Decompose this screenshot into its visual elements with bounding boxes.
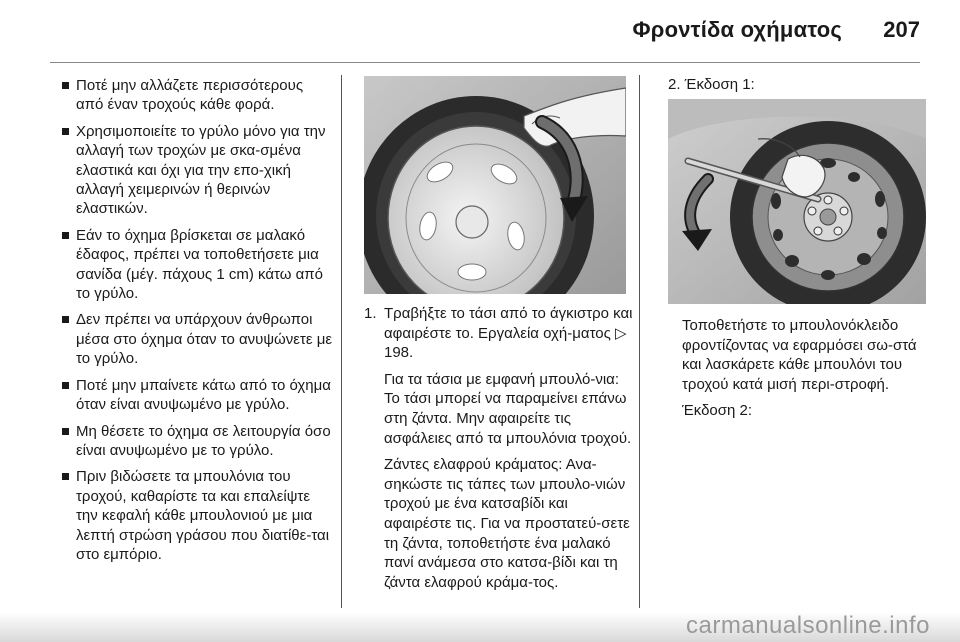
watermark-band bbox=[0, 612, 960, 642]
bullet-square-icon bbox=[62, 128, 69, 135]
bullet-square-icon bbox=[62, 232, 69, 239]
arrow-reference-icon: ▷ bbox=[615, 323, 627, 342]
column-divider-2 bbox=[639, 75, 640, 608]
step-1: 1. Τραβήξτε το τάσι από το άγκιστρο και αφαιρέστε το. Εργαλεία οχή-ματος ▷ 198. bbox=[364, 305, 633, 362]
bullet-square-icon bbox=[62, 473, 69, 480]
bullet-item: Ποτέ μην μπαίνετε κάτω από το όχημα όταν είναι ανυψωμένο με γρύλο. bbox=[62, 376, 334, 415]
bullet-square-icon bbox=[62, 428, 69, 435]
bullet-square-icon bbox=[62, 316, 69, 323]
step2-text bbox=[682, 316, 932, 421]
bullet-item: Πριν βιδώσετε τα μπουλόνια του τροχού, καθαρίστε τα και επαλείψτε την κεφαλή κάθε μπουλονιού με μια λεπτή στρώση γράσου που διατίθε-ται στο εμπόριο. bbox=[62, 467, 334, 564]
bullet-square-icon bbox=[62, 82, 69, 89]
page-reference[interactable]: 198. bbox=[384, 344, 414, 362]
step1-column bbox=[364, 76, 633, 591]
header-rule bbox=[50, 62, 920, 63]
bullet-item: Μη θέσετε το όχημα σε λειτουργία όσο είναι ανυψωμένο με το γρύλο. bbox=[62, 422, 334, 461]
version2-label: Έκδοση 2: bbox=[682, 402, 753, 420]
column-divider-1 bbox=[341, 75, 342, 608]
bullet-item: Ποτέ μην αλλάζετε περισσότερους από έναν τροχούς κάθε φορά. bbox=[62, 76, 334, 115]
watermark-text: carmanualsonline.info bbox=[686, 612, 930, 639]
page-header bbox=[0, 0, 960, 60]
wrench-instruction: Τοποθετήστε το μπουλονόκλειδο φροντίζοντας να εφαρμόσει σω-στά και λασκάρετε κάθε μπουλόνι του τροχού κατά μισή περι-στροφή. bbox=[682, 317, 917, 393]
page-title: Φροντίδα οχήματος bbox=[632, 17, 842, 42]
step2-column bbox=[668, 76, 930, 420]
wheel-cover-removal-illustration bbox=[364, 76, 626, 294]
page-number: 207 bbox=[883, 17, 920, 42]
alloy-wheels-note: Ζάντες ελαφρού κράματος: Ανα-σηκώστε τις τάπες των μπουλο-νιών τροχού με ένα κατσαβίδι και αφαιρέστε τις. Για να προστατεύ-σετε τη ζάντα, τοποθετήστε ένα μαλακό πανί ανάμεσα στο κατσα-βίδι και τη ζάντα ελαφρού κράμα-τος. bbox=[384, 456, 630, 591]
step2-label: 2. Έκδοση 1: bbox=[668, 76, 755, 93]
wheel-wrench-illustration bbox=[668, 99, 926, 304]
visible-bolts-note: Για τα τάσια με εμφανή μπουλό-νια: Το τάσι μπορεί να παραμείνει επάνω στη ζάντα. Μην αφαιρείτε τις ασφάλειες από τα μπουλόνια τροχού. bbox=[384, 370, 632, 447]
bullet-item: Χρησιμοποιείτε το γρύλο μόνο για την αλλαγή των τροχών με σκα-σμένα ελαστικά και όχι για την επο-χική αλλαγή χειμερινών ή θερινών ελαστικών. bbox=[62, 122, 334, 219]
step1-text bbox=[364, 304, 636, 592]
bullet-square-icon bbox=[62, 382, 69, 389]
safety-bullets bbox=[62, 76, 334, 571]
bullet-item: Δεν πρέπει να υπάρχουν άνθρωποι μέσα στο όχημα όταν το ανυψώνετε με το γρύλο. bbox=[62, 310, 334, 368]
bullet-item: Εάν το όχημα βρίσκεται σε μαλακό έδαφος, πρέπει να τοποθετήσετε μια σανίδα (μέγ. πάχους 1 cm) κάτω από το γρύλο. bbox=[62, 226, 334, 304]
